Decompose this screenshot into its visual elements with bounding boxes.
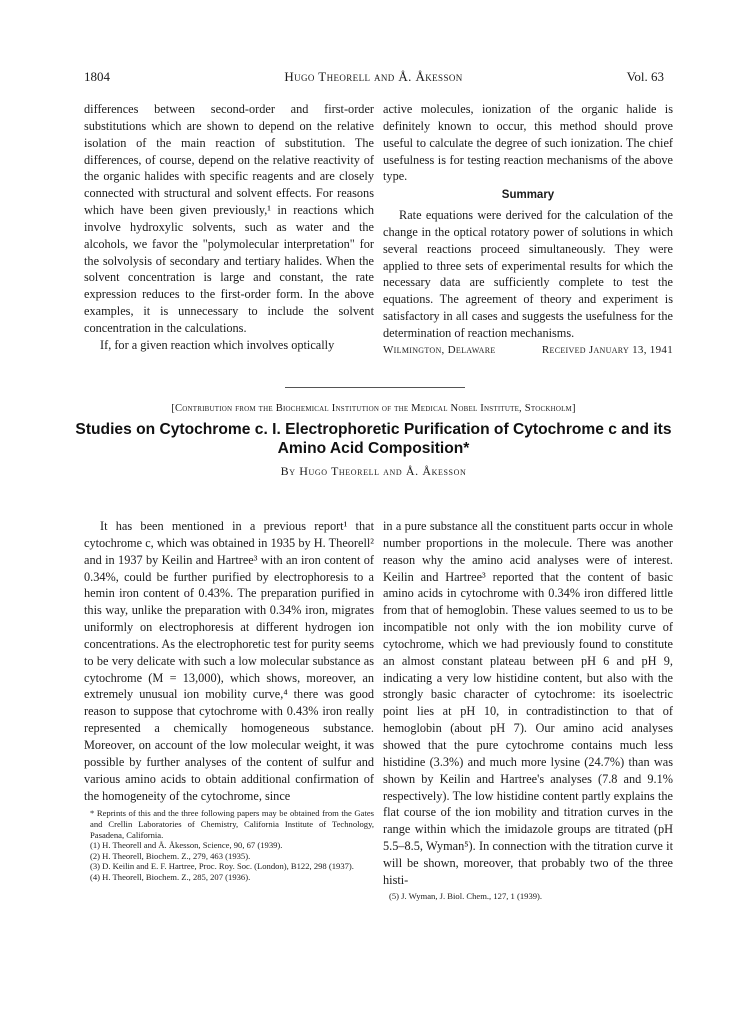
signature-line [383, 342, 673, 359]
summary-text: Rate equations were derived for the calculation of the change in the optical rotatory power of solutions in which several reactions proceed simultaneously. They were applied to three sets of experimental results for which the necessary data are sufficiently complete to test the equations. The agreement of theory and experiment is satisfactory in all cases and suggests the usefulness for the determination of reaction mechanisms. [383, 208, 673, 340]
article-title: Studies on Cytochrome c. I. Electrophoretic Purification of Cytochrome c and its Amino Acid Composition* [75, 421, 672, 457]
page-number: 1804 [84, 69, 110, 84]
bottom-right-column [383, 518, 673, 901]
top-left-column [84, 101, 374, 354]
footnote: (3) D. Keilin and E. F. Hartree, Proc. Roy. Soc. (London), B122, 298 (1937). [90, 861, 354, 872]
top-left-paragraph-2: If, for a given reaction which involves optically [100, 337, 335, 352]
top-right-paragraph: active molecules, ionization of the organic halide is definitely known to occur, this method should prove useful to calculate the degree of such ionization. The chief usefulness is for testing reaction mechanisms of the above type. [383, 102, 673, 184]
footnotes-left [84, 808, 374, 882]
footnote: (5) J. Wyman, J. Biol. Chem., 127, 1 (1939). [389, 890, 543, 901]
footnote: (1) H. Theorell and Å. Åkesson, Science, 90, 67 (1939). [90, 840, 283, 851]
contribution-affiliation: [Contribution from the Biochemical Institution of the Medical Nobel Institute, Stockholm] [171, 403, 576, 414]
section-divider [285, 387, 465, 388]
footnote: (2) H. Theorell, Biochem. Z., 279, 463 (1935). [90, 850, 251, 861]
sign-received: Received January 13, 1941 [541, 343, 673, 356]
article-authors: By Hugo Theorell and Å. Åkesson [280, 464, 467, 478]
footnotes-right [383, 891, 673, 902]
bottom-left-column [84, 518, 374, 883]
bottom-left-paragraph: It has been mentioned in a previous report¹ that cytochrome c, which was obtained in 1935 by H. Theorell² and in 1937 by Keilin and Hartree³ with an iron content of 0.34%, could be further purified by electrophoresis to a hemin iron content of 0.43%. The preparation purified in this way, unlike the preparation with 0.34% iron, migrates uniformly on electrophoresis at different hydrogen ion concentrations. As the electrophoretic test for purity seems to be very delicate with such a low molecular substance as cytochrome (M = 13,000), which shows, moreover, an extremely unusual ion mobility curve,⁴ there was good reason to suppose that cytochrome with 0.43% iron really represented a chemically homogeneous substance. Moreover, on account of the low molecular weight, it was possible by further analyses of the content of sulfur and various amino acids to obtain additional confirmation of the homogeneity of the cytochrome, since [84, 519, 374, 803]
footnote: (4) H. Theorell, Biochem. Z., 285, 207 (1936). [90, 871, 251, 882]
footnote: * Reprints of this and the three following papers may be obtained from the Gates and Crellin Laboratories of Chemistry, California Institute of Technology, Pasadena, California. [90, 808, 374, 840]
top-left-paragraph-1: differences between second-order and first-order substitutions which are shown to depend on the relative isolation of the main reaction of substitution. The differences, of course, depend on the relative reactivity of the organic halides with specific reagents and are closely connected with structural and solvent effects. For reasons which have been given previously,¹ in reactions which involve hydroxylic solvents, such as water and the alcohols, we favor the "polymolecular interpretation" for the solvolysis of secondary and tertiary halides. When the solvent concentration is large and constant, the rate expression reduces to the first-order form. In the above examples, it is unnecessary to include the solvent concentration in the calculations. [84, 102, 374, 335]
volume-label: Vol. 63 [626, 69, 664, 84]
sign-place: Wilmington, Delaware [383, 343, 496, 356]
summary-heading: Summary [501, 189, 555, 202]
running-title: Hugo Theorell and Å. Åkesson [284, 69, 463, 84]
top-right-column [383, 101, 673, 359]
bottom-right-paragraph: in a pure substance all the constituent parts occur in whole number proportions in the molecule. There was another reason why the amino acid analyses were of interest. Keilin and Hartree³ reported that the content of basic amino acids in cytochrome with 0.34% iron differed little from that of hemoglobin. These values seemed to us to be incompatible not only with the ion mobility curve of cytochrome, which we had previously found to constitute an almost constant plateau between pH 6 and pH 9, indicating a very low histidine content, but also with the strongly basic character of cytochrome: its isoelectric point lies at pH 10, in contradistinction to that of hemoglobin (about pH 7). Our amino acid analyses showed that the pure cytochrome contains much less histidine (3.3%) and much more lysine (24.7%) than was shown by Keilin and Hartree's analyses (7.8 and 9.1% respectively). The low histidine content partly explains the flat course of the ion mobility and titration curves in the range within which the imidazole groups are titrated (pH 5.5–8.5, Wyman⁵). In connection with the titration curve it will be shown, moreover, that probably two of the three histi- [383, 519, 673, 887]
